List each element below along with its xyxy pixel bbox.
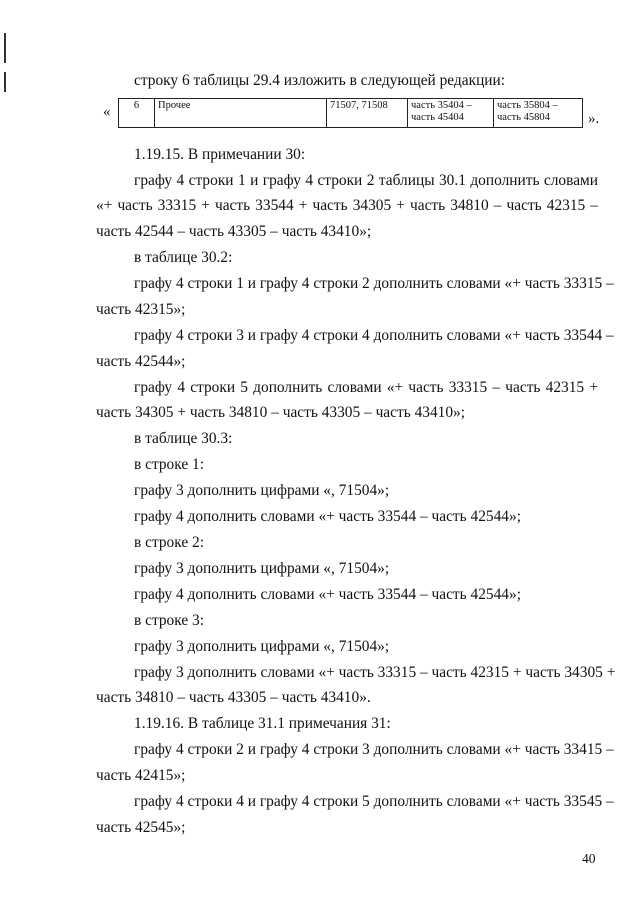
scan-edge-mark xyxy=(4,72,6,92)
page-number: 40 xyxy=(582,851,596,866)
text-line: в строке 3: xyxy=(134,612,204,629)
text-line: графу 4 дополнить словами «+ часть 33544 – часть 42544»; xyxy=(134,508,521,525)
text-line: графу 3 дополнить словами «+ часть 33315 – часть 42315 + часть 34305 + xyxy=(134,664,616,681)
table-cell-num: 6 xyxy=(119,99,155,128)
text-line: часть 42415»; xyxy=(96,767,186,784)
text-line: графу 4 строки 4 и графу 4 строки 5 дополнить словами «+ часть 33545 – xyxy=(134,793,614,810)
text-line: графу 4 строки 1 и графу 4 строки 2 дополнить словами «+ часть 33315 – xyxy=(134,275,614,292)
text-line: 1.19.15. В примечании 30: xyxy=(134,146,306,163)
text-line: графу 4 дополнить словами «+ часть 33544 – часть 42544»; xyxy=(134,586,521,603)
text-line: часть 42315»; xyxy=(96,301,186,318)
table-cell-col4 xyxy=(408,99,494,128)
table-cell-col5-line2: часть 45804 xyxy=(497,112,550,123)
text-line: в таблице 30.3: xyxy=(134,430,233,447)
text-line: в строке 2: xyxy=(134,534,204,551)
text-line: графу 3 дополнить цифрами «, 71504»; xyxy=(134,482,390,499)
table-close-quote: ». xyxy=(588,111,600,127)
text-line: в строке 1: xyxy=(134,456,204,473)
text-line: в таблице 30.2: xyxy=(134,249,233,266)
text-line: «+ часть 33315 + часть 33544 + часть 34305 + часть 34810 – часть 42315 – xyxy=(96,197,598,214)
scan-edge-mark xyxy=(4,33,6,63)
table-cell-col4-line1: часть 35404 – xyxy=(411,100,472,111)
text-line: часть 42544 – часть 43305 – часть 43410»; xyxy=(96,223,372,240)
text-line: часть 34810 – часть 43305 – часть 43410». xyxy=(96,689,371,706)
table-row xyxy=(119,99,583,128)
table-cell-col4-line2: часть 45404 xyxy=(411,112,464,123)
text-line: графу 4 строки 5 дополнить словами «+ часть 33315 – часть 42315 + xyxy=(134,379,598,396)
text-line: графу 3 дополнить цифрами «, 71504»; xyxy=(134,560,390,577)
table-open-quote: « xyxy=(103,104,111,120)
text-line: 1.19.16. В таблице 31.1 примечания 31: xyxy=(134,715,391,732)
text-line: часть 34305 + часть 34810 – часть 43305 – часть 43410»; xyxy=(96,404,466,421)
text-line: графу 4 строки 3 и графу 4 строки 4 дополнить словами «+ часть 33544 – xyxy=(134,327,614,344)
table-cell-col5 xyxy=(494,99,583,128)
table-cell-codes: 71507, 71508 xyxy=(327,99,408,128)
text-line: графу 4 строки 1 и графу 4 строки 2 таблицы 30.1 дополнить словами xyxy=(134,172,598,189)
text-line: графу 4 строки 2 и графу 4 строки 3 дополнить словами «+ часть 33415 – xyxy=(134,741,614,758)
text-line: графу 3 дополнить цифрами «, 71504»; xyxy=(134,638,390,655)
replacement-table xyxy=(118,98,583,128)
text-line: часть 42545»; xyxy=(96,819,186,836)
table-cell-col5-line1: часть 35804 – xyxy=(497,100,558,111)
table-cell-name: Прочее xyxy=(155,99,327,128)
intro-paragraph: строку 6 таблицы 29.4 изложить в следующей редакции: xyxy=(134,72,506,89)
text-line: часть 42544»; xyxy=(96,353,186,370)
